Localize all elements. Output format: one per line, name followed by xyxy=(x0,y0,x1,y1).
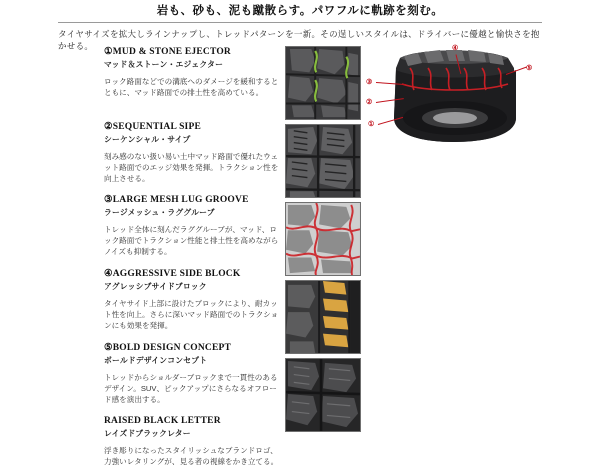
feature-kana: ラージメッシュ・ラググルーブ xyxy=(104,208,215,217)
feature-body: タイヤサイド上部に設けたブロックにより、耐カット性を向上。さらに深いマッド路面でのトラクションにも効果を発揮。 xyxy=(104,299,279,330)
feature-kana: シーケンシャル・サイプ xyxy=(104,135,191,144)
callout-2: ② xyxy=(366,99,373,106)
large-mesh-lug-groove-thumb xyxy=(285,202,361,276)
feature-bold-design-concept xyxy=(104,342,280,405)
callout-3: ③ xyxy=(366,79,373,86)
callout-4: ④ xyxy=(452,45,459,52)
feature-title-text: LARGE MESH LUG GROOVE xyxy=(112,195,249,205)
feature-title xyxy=(104,416,280,426)
feature-body: トレッドからショルダーブロックまで一貫性のあるデザイン。SUV、ピックアップにさらなるオフロード感を演出する。 xyxy=(104,373,278,404)
feature-body: トレッド全体に刻んだラググルーブが、マッド、ロック路面でトラクション性能と排土性を高めながらノイズも抑制する。 xyxy=(104,225,279,256)
feature-title-text: BOLD DESIGN CONCEPT xyxy=(112,343,232,353)
page-headline: 岩も、砂も、泥も蹴散らす。パワフルに軌跡を刻む。 xyxy=(156,5,444,17)
feature-large-mesh-lug-groove xyxy=(104,194,280,257)
feature-title-text: SEQUENTIAL SIPE xyxy=(112,122,201,132)
mud-stone-ejector-thumb xyxy=(285,46,361,120)
feature-mud-stone-ejector xyxy=(104,46,280,98)
aggressive-side-block-thumb xyxy=(285,280,361,354)
feature-title-text: AGGRESSIVE SIDE BLOCK xyxy=(112,269,241,279)
feature-number: ① xyxy=(104,47,113,57)
callout-5: ⑤ xyxy=(526,65,533,72)
tread-pattern-graphic xyxy=(286,125,360,197)
feature-kana: アグレッシブサイドブロック xyxy=(104,282,207,291)
tire-photo xyxy=(366,44,542,148)
feature-body: 浮き彫りになったスタイリッシュなブランドロゴ、力強いレタリングが、見る者の視線をかき立てる。 xyxy=(104,446,279,466)
bold-design-concept-thumb xyxy=(285,358,361,432)
feature-title xyxy=(104,342,280,353)
callout-1: ① xyxy=(368,121,375,128)
feature-number: ③ xyxy=(104,195,113,205)
feature-kana: ボールドデザインコンセプト xyxy=(104,356,208,365)
feature-number: ② xyxy=(104,122,113,132)
feature-number: ⑤ xyxy=(104,343,113,353)
tire-photo-graphic xyxy=(366,44,542,148)
sequential-sipe-thumb xyxy=(285,124,361,198)
tread-pattern-graphic xyxy=(286,359,360,431)
feature-number: ④ xyxy=(104,269,113,279)
tread-pattern-graphic xyxy=(286,47,360,119)
feature-aggressive-side-block xyxy=(104,268,280,331)
feature-kana: マッド＆ストーン・エジェクター xyxy=(104,60,224,69)
header-divider xyxy=(58,22,542,23)
feature-title xyxy=(104,194,280,205)
feature-raised-black-letter xyxy=(104,416,280,467)
tread-pattern-graphic xyxy=(286,203,360,275)
tread-pattern-graphic xyxy=(286,281,360,353)
feature-title xyxy=(104,46,280,57)
feature-title xyxy=(104,268,280,279)
feature-body: 刻み感のない扱い易い土中マッド路面で優れたウェット路面でのエッジ効果を発揮。トラクション性を向上させる。 xyxy=(104,152,279,183)
feature-title-text: RAISED BLACK LETTER xyxy=(104,416,221,426)
feature-body: ロック路面などでの溝底へのダメージを緩和するとともに、マッド路面での排土性を高めている。 xyxy=(104,77,279,97)
feature-sequential-sipe xyxy=(104,121,280,184)
feature-title-text: MUD & STONE EJECTOR xyxy=(112,47,231,57)
feature-title xyxy=(104,121,280,132)
lead-paragraph: タイヤサイズを拡大しラインナップし、トレッドパターンを一新。その逞しいスタイルは、ドライバーに優越と愉快さを抱かせる。 xyxy=(58,29,540,51)
feature-kana: レイズドブラックレター xyxy=(104,429,191,438)
